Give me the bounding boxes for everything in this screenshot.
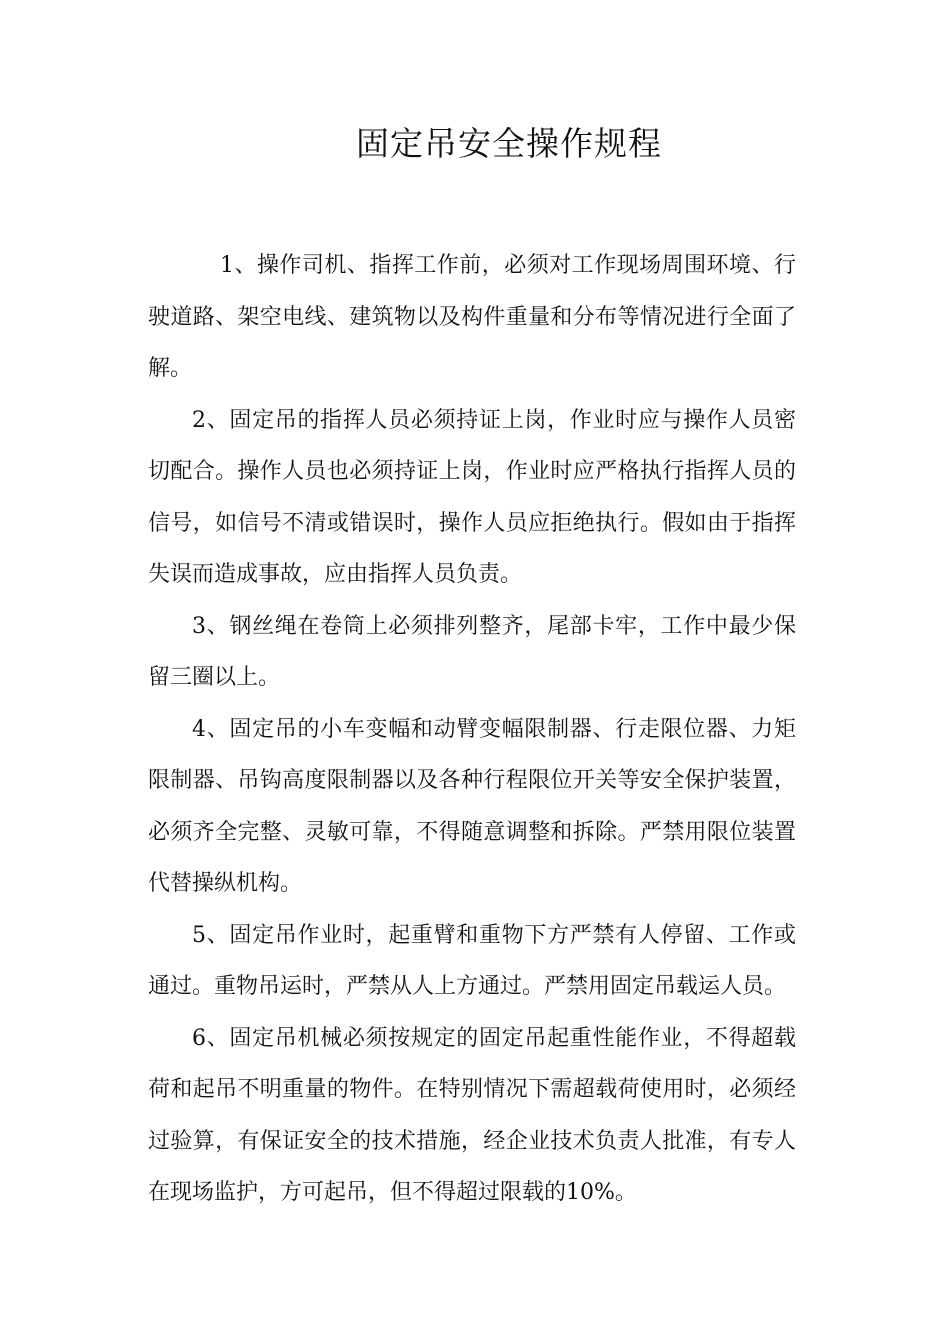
- document-body: [148, 240, 796, 1219]
- paragraph-3: 3、钢丝绳在卷筒上必须排列整齐，尾部卡牢，工作中最少保留三圈以上。: [148, 613, 796, 690]
- paragraph-2: 2、固定吊的指挥人员必须持证上岗，作业时应与操作人员密切配合。操作人员也必须持证上岗，作业时应严格执行指挥人员的信号，如信号不清或错误时，操作人员应拒绝执行。假如由于指挥失误而造成事故，应由指挥人员负责。: [148, 407, 796, 587]
- paragraph-4: 4、固定吊的小车变幅和动臂变幅限制器、行走限位器、力矩限制器、吊钩高度限制器以及各种行程限位开关等安全保护装置，必须齐全完整、灵敏可靠，不得随意调整和拆除。严禁用限位装置代替操纵机构。: [148, 716, 796, 896]
- paragraph-5: 5、固定吊作业时，起重臂和重物下方严禁有人停留、工作或通过。重物吊运时，严禁从人上方通过。严禁用固定吊载运人员。: [148, 922, 796, 999]
- paragraph-1: 1、操作司机、指挥工作前，必须对工作现场周围环境、行驶道路、架空电线、建筑物以及构件重量和分布等情况进行全面了解。: [148, 253, 796, 381]
- document-title: 固定吊安全操作规程: [356, 124, 662, 163]
- paragraph-6: 6、固定吊机械必须按规定的固定吊起重性能作业，不得超载荷和起吊不明重量的物件。在特别情况下需超载荷使用时，必须经过验算，有保证安全的技术措施，经企业技术负责人批准，有专人在现场监护，方可起吊，但不得超过限载的10%。: [148, 1025, 796, 1205]
